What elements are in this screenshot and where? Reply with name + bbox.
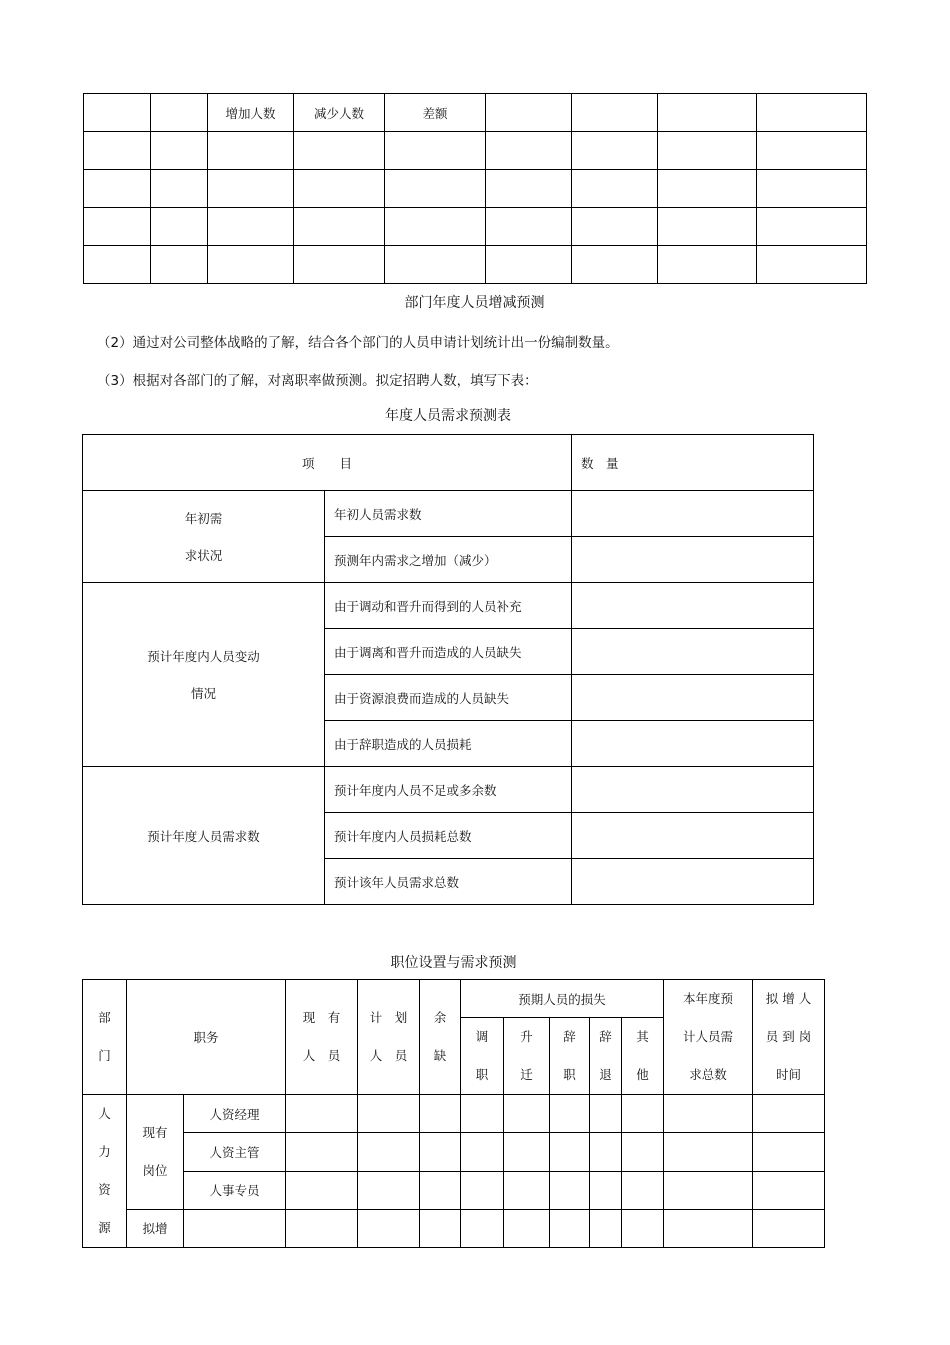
header-expected-loss: 预期人员的损失 (461, 980, 664, 1018)
current-position-label: 现有 岗位 (127, 1095, 184, 1210)
position-name: 人事专员 (184, 1171, 286, 1209)
table-row (83, 1095, 825, 1133)
header-surplus: 余 缺 (420, 980, 461, 1095)
table-row (84, 170, 867, 208)
position-table-caption: 职位设置与需求预测 (390, 955, 517, 971)
header-increase: 增加人数 (208, 94, 294, 132)
header-quantity: 数 量 (572, 435, 814, 491)
header-loss-transfer: 调 职 (461, 1018, 504, 1095)
quantity-cell (572, 537, 814, 583)
header-decrease: 减少人数 (294, 94, 385, 132)
header-item: 项 目 (83, 435, 572, 491)
item-label: 由于资源浪费而造成的人员缺失 (325, 675, 572, 721)
table-row (83, 491, 814, 537)
header-duty: 职务 (127, 980, 286, 1095)
table-row (84, 132, 867, 170)
header-cell (84, 94, 151, 132)
item-label: 预计年度内人员损耗总数 (325, 813, 572, 859)
staff-change-table (83, 93, 867, 284)
demand-forecast-table (82, 434, 814, 905)
table-header-row (84, 94, 867, 132)
table-row (83, 583, 814, 629)
item-label: 由于调动和晋升而得到的人员补充 (325, 583, 572, 629)
quantity-cell (572, 813, 814, 859)
table-row (83, 1171, 825, 1209)
header-loss-resign: 辞 职 (550, 1018, 590, 1095)
position-name: 人资主管 (184, 1133, 286, 1171)
header-total-demand: 本年度预 计人员需 求总数 (664, 980, 753, 1095)
table-row (83, 1133, 825, 1171)
table-header-row (83, 980, 825, 1018)
header-current-staff: 现 有 人 员 (286, 980, 358, 1095)
department-name: 人 力 资 源 (83, 1095, 127, 1248)
quantity-cell (572, 583, 814, 629)
item-label: 预计该年人员需求总数 (325, 859, 572, 905)
header-cell (486, 94, 572, 132)
table-row (83, 767, 814, 813)
item-label: 年初人员需求数 (325, 491, 572, 537)
quantity-cell (572, 491, 814, 537)
paragraph-3: （3）根据对各部门的了解，对离职率做预测。拟定招聘人数，填写下表： (97, 373, 538, 389)
new-position-label: 拟增 (127, 1209, 184, 1247)
group-label-annual-demand: 预计年度人员需求数 (83, 767, 325, 905)
header-arrival-time: 拟 增 人 员 到 岗 时间 (753, 980, 825, 1095)
header-cell (658, 94, 757, 132)
item-label: 预计年度内人员不足或多余数 (325, 767, 572, 813)
table-row (84, 246, 867, 284)
group-label-staff-change: 预计年度内人员变动 情况 (83, 583, 325, 767)
header-loss-other: 其 他 (622, 1018, 664, 1095)
quantity-cell (572, 767, 814, 813)
quantity-cell (572, 675, 814, 721)
item-label: 由于调离和晋升而造成的人员缺失 (325, 629, 572, 675)
header-loss-promotion: 升 迁 (504, 1018, 550, 1095)
position-name: 人资经理 (184, 1095, 286, 1133)
table-header-row (83, 435, 814, 491)
top-table-caption: 部门年度人员增减预测 (404, 295, 545, 311)
quantity-cell (572, 629, 814, 675)
header-loss-dismiss: 辞 退 (590, 1018, 622, 1095)
item-label: 预测年内需求之增加（减少） (325, 537, 572, 583)
table-row (83, 1209, 825, 1247)
header-cell (757, 94, 867, 132)
header-cell (572, 94, 658, 132)
header-cell (151, 94, 208, 132)
group-label-initial-demand: 年初需 求状况 (83, 491, 325, 583)
item-label: 由于辞职造成的人员损耗 (325, 721, 572, 767)
demand-table-caption: 年度人员需求预测表 (385, 408, 511, 424)
header-difference: 差额 (385, 94, 486, 132)
table-row (84, 208, 867, 246)
paragraph-2: （2）通过对公司整体战略的了解，结合各个部门的人员申请计划统计出一份编制数量。 (97, 335, 619, 351)
position-forecast-table (82, 979, 825, 1248)
header-department: 部 门 (83, 980, 127, 1095)
quantity-cell (572, 859, 814, 905)
quantity-cell (572, 721, 814, 767)
header-planned-staff: 计 划 人 员 (358, 980, 420, 1095)
